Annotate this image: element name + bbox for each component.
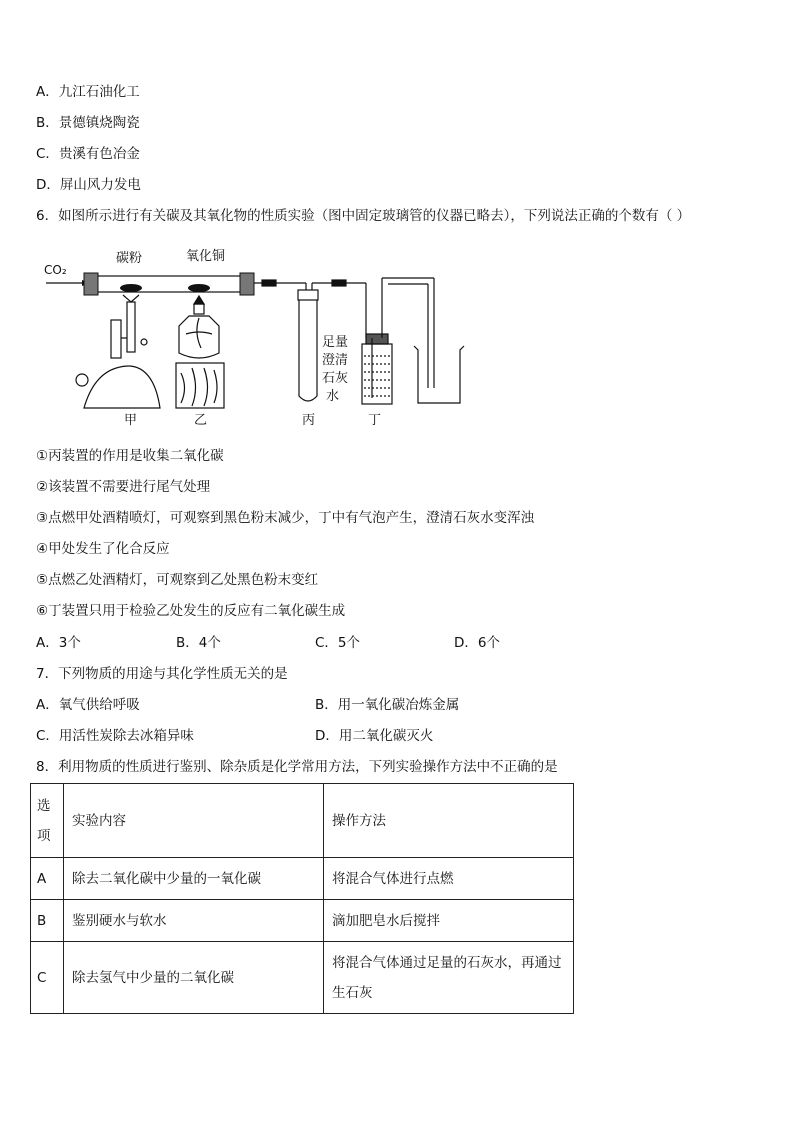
row-content: 除去二氧化碳中少量的一氧化碳 [64,858,324,900]
q6-option-c: C．5个 [315,635,361,651]
q5-option-a: A．九江石油化工 [36,84,140,100]
q5-option-d: D．屏山风力发电 [36,177,141,193]
row-option: C [31,942,64,1014]
co2-label: CO₂ [44,263,67,277]
table-header-row [31,784,574,858]
q6-statement-5: ⑤点燃乙处酒精灯，可观察到乙处黑色粉末变红 [36,572,319,588]
q6-option-d: D．6个 [454,635,500,651]
header-content-cell: 实验内容 [64,784,324,858]
q7-option-d: D．用二氧化碳灭火 [315,728,434,744]
gas-washing-bottle-ding [362,278,434,404]
q6-option-b: B．4个 [176,635,221,651]
alcohol-lamp [176,296,224,408]
limewater-label-4: 水 [326,389,340,404]
header-method-cell: 操作方法 [324,784,574,858]
copper-oxide-label: 氧化铜 [186,249,226,264]
q7-option-b: B．用一氧化碳冶炼金属 [315,697,460,713]
row-content: 除去氢气中少量的二氧化碳 [64,942,324,1014]
table-row [31,858,574,900]
test-tube-bing [298,290,318,401]
carbon-powder [120,284,142,292]
row-content: 鉴别硬水与软水 [64,900,324,942]
header-option-cell: 选 项 [31,784,64,858]
q6-statement-4: ④甲处发生了化合反应 [36,541,170,557]
q8-stem: 8．利用物质的性质进行鉴别、除杂质是化学常用方法，下列实验操作方法中不正确的是 [36,759,558,775]
glass-tube [84,273,254,295]
limewater-label-2: 澄清 [322,353,349,368]
q6-statement-6: ⑥丁装置只用于检验乙处发生的反应有二氧化碳生成 [36,603,346,619]
q7-option-a: A．氧气供给呼吸 [36,697,140,713]
q6-statement-2: ②该装置不需要进行尾气处理 [36,479,211,495]
row-method-line-2: 生石灰 [332,984,373,1001]
q7-option-c: C．用活性炭除去冰箱异味 [36,728,194,744]
alcohol-blast-lamp [76,295,160,408]
bing-label: 丙 [302,413,316,428]
table-row [31,900,574,942]
connecting-tubes [254,280,366,338]
q7-stem: 7．下列物质的用途与其化学性质无关的是 [36,666,288,682]
yi-label: 乙 [194,413,208,428]
jia-label: 甲 [124,413,138,428]
experiment-apparatus-diagram [36,238,476,433]
q6-statement-3: ③点燃甲处酒精喷灯，可观察到黑色粉末减少，丁中有气泡产生，澄清石灰水变浑浊 [36,510,535,526]
row-method: 滴加肥皂水后搅拌 [324,900,574,942]
limewater-label-3: 石灰 [322,371,349,386]
q6-option-a: A．3个 [36,635,81,651]
copper-oxide-powder [188,284,210,292]
row-option: B [31,900,64,942]
q5-option-c: C．贵溪有色冶金 [36,146,140,162]
beaker [414,346,464,403]
q8-table [30,783,574,1014]
row-method: 将混合气体进行点燃 [324,858,574,900]
q6-statement-1: ①丙装置的作用是收集二氧化碳 [36,448,224,464]
ding-label: 丁 [368,413,382,428]
q5-option-b: B．景德镇烧陶瓷 [36,115,140,131]
carbon-powder-label: 碳粉 [116,251,143,266]
limewater-label-1: 足量 [322,335,349,350]
row-option: A [31,858,64,900]
table-row [31,942,574,1014]
q6-stem: 6．如图所示进行有关碳及其氧化物的性质实验（图中固定玻璃管的仪器已略去），下列说法正确的个数有（ ） [36,208,691,224]
row-method-line-1: 将混合气体通过足量的石灰水，再通过 [332,954,562,971]
row-method [324,942,574,1014]
